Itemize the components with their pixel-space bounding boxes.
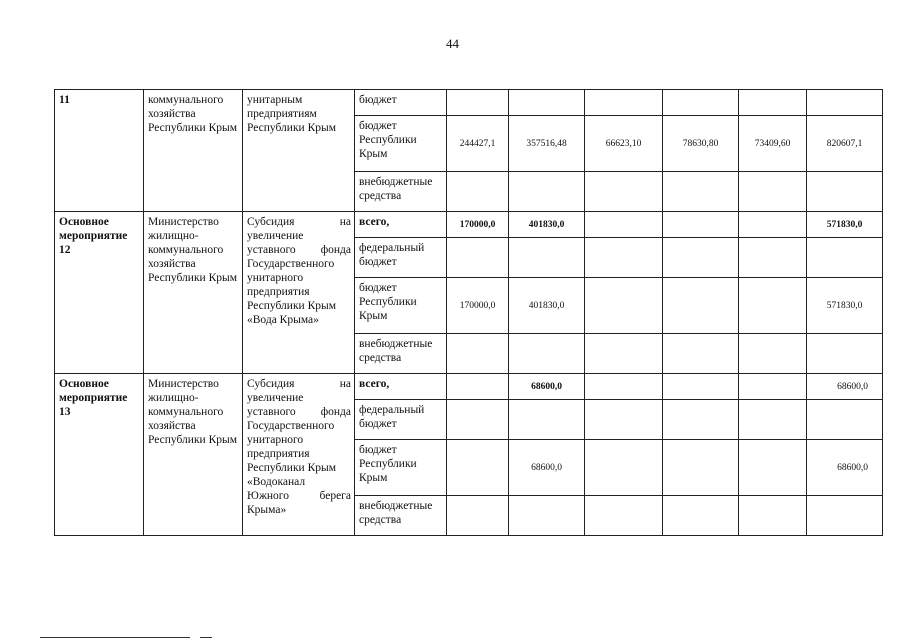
value-cell: 68600,0 [807,374,883,400]
value-cell: 78630,80 [663,116,739,172]
table-row [55,212,883,238]
funding-source-cell: внебюджетные средства [355,172,447,212]
funding-source-cell: федеральный бюджет [355,238,447,278]
value-cell: 170000,0 [447,212,509,238]
event-number-cell: Основное мероприятие 13 [55,374,144,536]
funding-source-cell: бюджет Республики Крым [355,116,447,172]
value-cell: 68600,0 [807,440,883,496]
description-cell: Субсидия на увеличение уставного фонда Государственного унитарного предприятия Республики Крым «Водоканал Южного берега Крыма» [243,374,355,536]
executor-cell: коммунального хозяйства Республики Крым [144,90,243,212]
table-row [55,90,883,116]
footnote-divider [40,637,190,638]
funding-source-cell: внебюджетные средства [355,496,447,536]
funding-source-cell: федеральный бюджет [355,400,447,440]
funding-source-cell: всего, [355,212,447,238]
page-number: 44 [446,36,459,51]
description-cell: Субсидия на увеличение уставного фонда Государственного унитарного предприятия Республики Крым «Вода Крыма» [243,212,355,374]
value-cell: 66623,10 [585,116,663,172]
value-cell: 68600,0 [509,374,585,400]
value-cell: 73409,60 [739,116,807,172]
value-cell: 170000,0 [447,278,509,334]
value-cell: 820607,1 [807,116,883,172]
value-cell: 571830,0 [807,212,883,238]
funding-source-cell: бюджет Республики Крым [355,278,447,334]
value-cell: 357516,48 [509,116,585,172]
value-cell: 401830,0 [509,212,585,238]
funding-source-cell: всего, [355,374,447,400]
funding-source-cell: бюджет [355,90,447,116]
table-row [55,374,883,400]
executor-cell: Министерство жилищно-коммунального хозяйства Республики Крым [144,212,243,374]
footnote-divider-short [200,637,212,638]
value-cell: 68600,0 [509,440,585,496]
funding-source-cell: бюджет Республики Крым [355,440,447,496]
value-cell: 401830,0 [509,278,585,334]
value-cell: 244427,1 [447,116,509,172]
event-number-cell: 11 [55,90,144,212]
executor-cell: Министерство жилищно-коммунального хозяйства Республики Крым [144,374,243,536]
description-cell: унитарным предприятиям Республики Крым [243,90,355,212]
value-cell: 571830,0 [807,278,883,334]
budget-table [54,89,883,536]
funding-source-cell: внебюджетные средства [355,334,447,374]
event-number-cell: Основное мероприятие 12 [55,212,144,374]
